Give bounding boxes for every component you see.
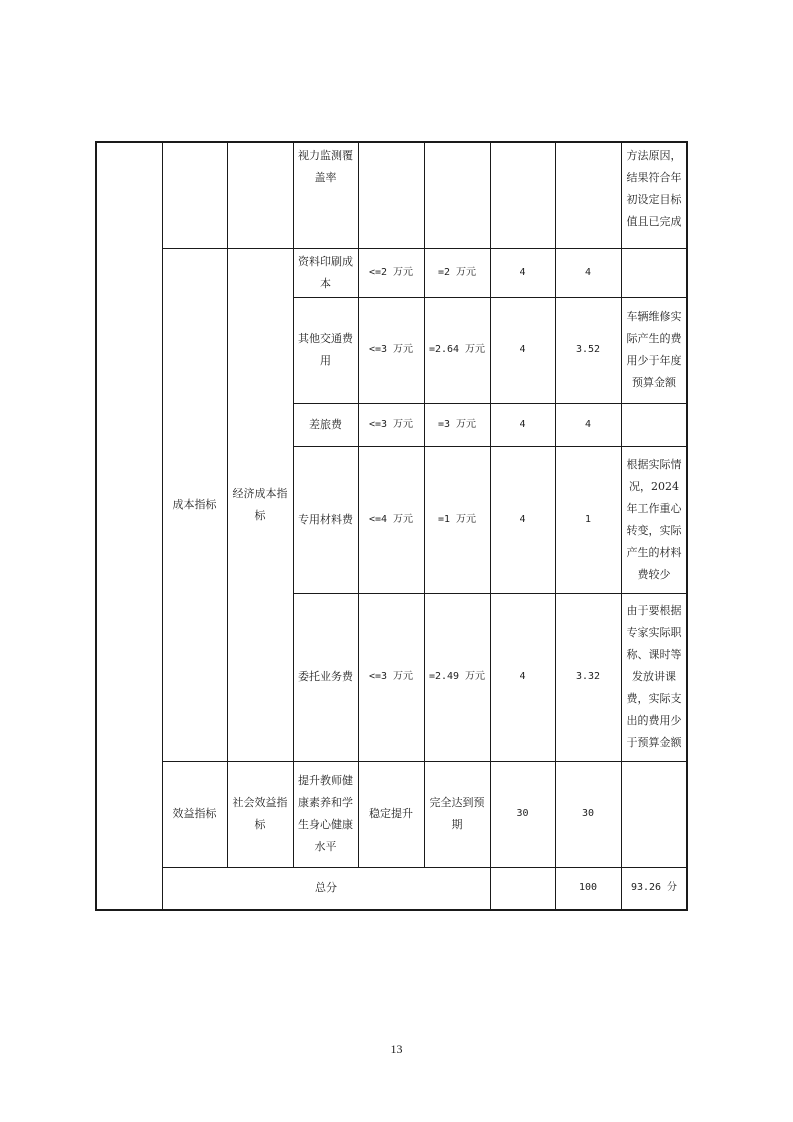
indicator-cell: 专用材料费 <box>293 446 358 593</box>
actual-cell: =3 万元 <box>424 403 490 446</box>
page-number: 13 <box>390 1042 403 1056</box>
score-cell: 30 <box>555 761 621 867</box>
table-row-benefit <box>96 761 687 867</box>
reason-cell: 车辆维修实际产生的费用少于年度预算金额 <box>621 297 687 403</box>
score-cell: 3.52 <box>555 297 621 403</box>
weight-cell: 4 <box>490 297 555 403</box>
actual-cell: =1 万元 <box>424 446 490 593</box>
performance-table <box>95 141 688 911</box>
level2-economic-cost: 经济成本指标 <box>227 248 293 761</box>
reason-cell <box>621 403 687 446</box>
table-row-printing <box>96 248 687 297</box>
total-weight: 100 <box>555 867 621 910</box>
target-cell <box>358 142 424 248</box>
indicator-cell: 其他交通费用 <box>293 297 358 403</box>
indicator-cell: 差旅费 <box>293 403 358 446</box>
weight-cell: 4 <box>490 593 555 761</box>
actual-cell: =2.64 万元 <box>424 297 490 403</box>
actual-cell: =2 万元 <box>424 248 490 297</box>
reason-cell <box>621 761 687 867</box>
level1-cell-empty <box>162 142 227 248</box>
score-cell: 3.32 <box>555 593 621 761</box>
weight-cell: 30 <box>490 761 555 867</box>
score-cell: 1 <box>555 446 621 593</box>
level1-cost-indicator: 成本指标 <box>162 248 227 761</box>
weight-cell: 4 <box>490 446 555 593</box>
total-score: 93.26 分 <box>621 867 687 910</box>
weight-cell: 4 <box>490 248 555 297</box>
total-blank-cell <box>490 867 555 910</box>
target-cell: <=3 万元 <box>358 593 424 761</box>
level1-benefit-indicator: 效益指标 <box>162 761 227 867</box>
actual-cell <box>424 142 490 248</box>
level2-social-benefit: 社会效益指标 <box>227 761 293 867</box>
score-cell: 4 <box>555 403 621 446</box>
reason-cell <box>621 248 687 297</box>
table-row-vision <box>96 142 687 248</box>
weight-cell: 4 <box>490 403 555 446</box>
actual-cell: 完全达到预期 <box>424 761 490 867</box>
actual-cell: =2.49 万元 <box>424 593 490 761</box>
target-cell: 稳定提升 <box>358 761 424 867</box>
reason-cell: 由于要根据专家实际职称、课时等发放讲课费，实际支出的费用少于预算金额 <box>621 593 687 761</box>
target-cell: <=2 万元 <box>358 248 424 297</box>
level0-merged-cell <box>96 142 162 910</box>
indicator-cell: 资料印刷成本 <box>293 248 358 297</box>
table-row-total <box>96 867 687 910</box>
indicator-cell: 提升教师健康素养和学生身心健康水平 <box>293 761 358 867</box>
reason-cell: 根据实际情况，2024年工作重心转变，实际产生的材料费较少 <box>621 446 687 593</box>
weight-cell <box>490 142 555 248</box>
indicator-cell: 视力监测覆盖率 <box>293 142 358 248</box>
indicator-cell: 委托业务费 <box>293 593 358 761</box>
score-cell <box>555 142 621 248</box>
target-cell: <=4 万元 <box>358 446 424 593</box>
level2-cell-empty <box>227 142 293 248</box>
target-cell: <=3 万元 <box>358 403 424 446</box>
score-cell: 4 <box>555 248 621 297</box>
target-cell: <=3 万元 <box>358 297 424 403</box>
reason-cell: 方法原因，结果符合年初设定目标值且已完成 <box>621 142 687 248</box>
total-label: 总分 <box>162 867 490 910</box>
